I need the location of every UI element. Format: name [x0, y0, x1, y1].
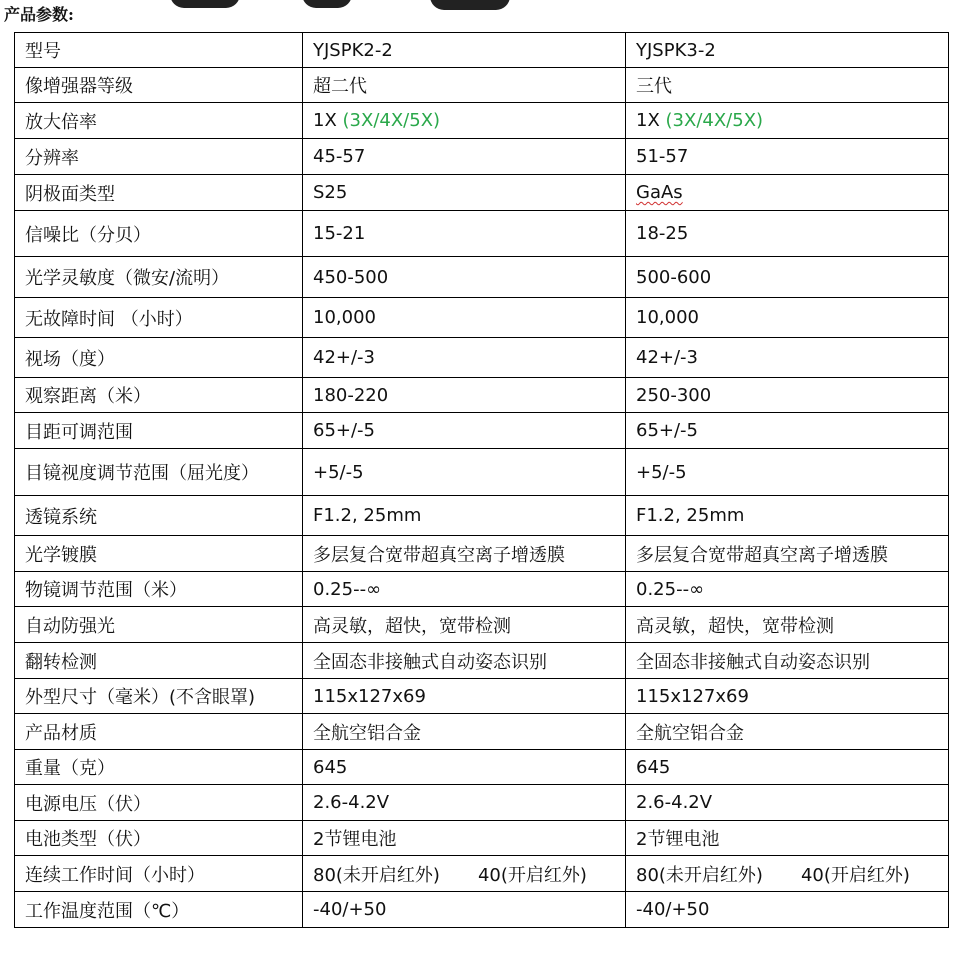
value-main: GaAs [636, 182, 683, 203]
table-row [15, 821, 949, 856]
row-label: 光学灵敏度（微安/流明） [15, 257, 303, 298]
value-extra: 40(开启红外) [477, 864, 587, 886]
table-row [15, 572, 949, 607]
row-value-a: 超二代 [303, 68, 626, 103]
header-model-b: YJSPK3-2 [626, 33, 949, 68]
row-value-b: 645 [626, 750, 949, 785]
product-image-fragment [430, 0, 510, 10]
row-label: 阴极面类型 [15, 175, 303, 211]
row-label: 工作温度范围（℃） [15, 892, 303, 928]
row-value-b: +5/-5 [626, 449, 949, 496]
row-label: 电源电压（伏） [15, 785, 303, 821]
row-value-a: 多层复合宽带超真空离子增透膜 [303, 536, 626, 572]
row-value-a: S25 [303, 175, 626, 211]
row-value-a: 10,000 [303, 298, 626, 338]
table-row [15, 785, 949, 821]
row-value-b: 三代 [626, 68, 949, 103]
table-row [15, 175, 949, 211]
value-extra: (3X/4X/5X) [342, 110, 441, 131]
header-label: 型号 [15, 33, 303, 68]
section-title: 产品参数: [4, 5, 74, 24]
table-header-row [15, 33, 949, 68]
row-label: 观察距离（米） [15, 378, 303, 413]
row-value-b: 全航空铝合金 [626, 714, 949, 750]
table-row [15, 496, 949, 536]
row-value-b: 10,000 [626, 298, 949, 338]
row-value-a: 115x127x69 [303, 679, 626, 714]
row-label: 自动防强光 [15, 607, 303, 643]
row-value-b: 65+/-5 [626, 413, 949, 449]
row-value-b: 115x127x69 [626, 679, 949, 714]
row-label: 翻转检测 [15, 643, 303, 679]
row-label: 光学镀膜 [15, 536, 303, 572]
row-value-a: 15-21 [303, 211, 626, 257]
table-row [15, 449, 949, 496]
row-value-b [626, 856, 949, 892]
row-value-a: 全固态非接触式自动姿态识别 [303, 643, 626, 679]
row-value-a: 2.6-4.2V [303, 785, 626, 821]
row-value-a: 高灵敏，超快，宽带检测 [303, 607, 626, 643]
value-main: 1X [636, 110, 660, 131]
row-value-b: 250-300 [626, 378, 949, 413]
table-row [15, 714, 949, 750]
table-row [15, 892, 949, 928]
row-value-b: 全固态非接触式自动姿态识别 [626, 643, 949, 679]
table-row [15, 338, 949, 378]
row-value-b: -40/+50 [626, 892, 949, 928]
table-row [15, 679, 949, 714]
row-value-b: F1.2, 25mm [626, 496, 949, 536]
product-image-fragment [302, 0, 352, 8]
table-row [15, 139, 949, 175]
value-main: 1X [313, 110, 337, 131]
value-extra: 40(开启红外) [800, 864, 910, 886]
row-label: 分辨率 [15, 139, 303, 175]
row-value-b: 0.25--∞ [626, 572, 949, 607]
row-value-b: 42+/-3 [626, 338, 949, 378]
table-row [15, 378, 949, 413]
row-value-a: -40/+50 [303, 892, 626, 928]
row-label: 重量（克） [15, 750, 303, 785]
row-value-a: 65+/-5 [303, 413, 626, 449]
row-value-b: 高灵敏，超快，宽带检测 [626, 607, 949, 643]
row-label: 产品材质 [15, 714, 303, 750]
row-label: 像增强器等级 [15, 68, 303, 103]
row-value-b: 多层复合宽带超真空离子增透膜 [626, 536, 949, 572]
row-label: 电池类型（伏） [15, 821, 303, 856]
row-value-b [626, 103, 949, 139]
header-model-a: YJSPK2-2 [303, 33, 626, 68]
row-label: 目距可调范围 [15, 413, 303, 449]
row-label: 外型尺寸（毫米）(不含眼罩) [15, 679, 303, 714]
table-row [15, 103, 949, 139]
row-value-a [303, 856, 626, 892]
row-value-a: F1.2, 25mm [303, 496, 626, 536]
row-value-a: 42+/-3 [303, 338, 626, 378]
row-value-a: 45-57 [303, 139, 626, 175]
table-row [15, 607, 949, 643]
row-value-b: 2节锂电池 [626, 821, 949, 856]
table-row [15, 68, 949, 103]
row-value-b: 500-600 [626, 257, 949, 298]
row-label: 视场（度） [15, 338, 303, 378]
row-label: 目镜视度调节范围（屈光度） [15, 449, 303, 496]
spec-table [14, 32, 949, 928]
row-value-b [626, 175, 949, 211]
row-label: 放大倍率 [15, 103, 303, 139]
row-value-b: 2.6-4.2V [626, 785, 949, 821]
row-value-b: 51-57 [626, 139, 949, 175]
row-value-a: 450-500 [303, 257, 626, 298]
row-value-a: 全航空铝合金 [303, 714, 626, 750]
row-label: 连续工作时间（小时） [15, 856, 303, 892]
table-row [15, 750, 949, 785]
row-label: 信噪比（分贝） [15, 211, 303, 257]
value-main: 80(未开启红外) [313, 864, 440, 886]
table-row [15, 211, 949, 257]
row-value-a: 0.25--∞ [303, 572, 626, 607]
table-row [15, 856, 949, 892]
table-row [15, 298, 949, 338]
row-value-a: 645 [303, 750, 626, 785]
row-value-a [303, 103, 626, 139]
value-extra: (3X/4X/5X) [665, 110, 764, 131]
row-value-b: 18-25 [626, 211, 949, 257]
row-label: 物镜调节范围（米） [15, 572, 303, 607]
table-row [15, 257, 949, 298]
row-value-a: 2节锂电池 [303, 821, 626, 856]
row-value-a: +5/-5 [303, 449, 626, 496]
value-main: 80(未开启红外) [636, 864, 763, 886]
row-label: 透镜系统 [15, 496, 303, 536]
table-row [15, 643, 949, 679]
product-image-fragment [170, 0, 240, 8]
table-row [15, 536, 949, 572]
row-value-a: 180-220 [303, 378, 626, 413]
row-label: 无故障时间 （小时） [15, 298, 303, 338]
table-row [15, 413, 949, 449]
